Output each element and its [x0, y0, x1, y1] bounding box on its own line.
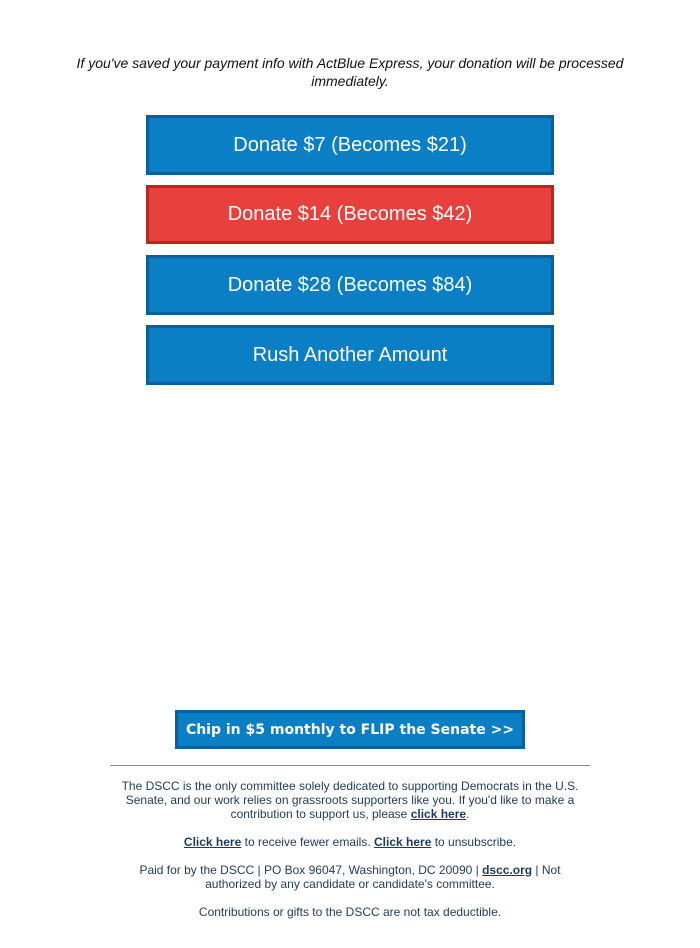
donate-28-button[interactable]: Donate $28 (Becomes $84): [146, 255, 554, 315]
unsubscribe-link[interactable]: Click here: [374, 835, 432, 849]
donate-7-button[interactable]: Donate $7 (Becomes $21): [146, 115, 554, 175]
unsubscribe-text: to unsubscribe.: [431, 835, 517, 849]
donate-14-button[interactable]: Donate $14 (Becomes $42): [146, 185, 554, 244]
intro-text: If you've saved your payment info with ActBlue Express, your donation will be processed immediately.: [76, 55, 624, 89]
footer-email-prefs: [110, 835, 590, 849]
footer-tax-note: Contributions or gifts to the DSCC are not tax deductible.: [198, 905, 502, 919]
rush-another-amount-button[interactable]: Rush Another Amount: [146, 325, 554, 385]
chip-in-monthly-button[interactable]: Chip in $5 monthly to FLIP the Senate >>: [175, 710, 525, 749]
footer-about-text: The DSCC is the only committee solely dedicated to supporting Democrats in the U.S. Senate, and our work relies on grassroots supporters like you. If you'd like to make a contribution to support us, please: [121, 779, 579, 821]
fewer-emails-link[interactable]: Click here: [183, 835, 242, 849]
paid-for-text: Paid for by the DSCC | PO Box 96047, Washington, DC 20090 |: [139, 863, 483, 877]
footer-paid-for: [110, 863, 590, 891]
paid-for-end: | Not authorized by any candidate or candidate's committee.: [205, 863, 561, 891]
footer-about: [110, 779, 590, 821]
dscc-site-link[interactable]: dscc.org: [482, 863, 533, 877]
contribute-link[interactable]: click here: [410, 807, 467, 821]
footer-about-end: .: [466, 807, 470, 821]
fewer-emails-text: to receive fewer emails.: [241, 835, 374, 849]
footer-divider: [110, 765, 590, 766]
